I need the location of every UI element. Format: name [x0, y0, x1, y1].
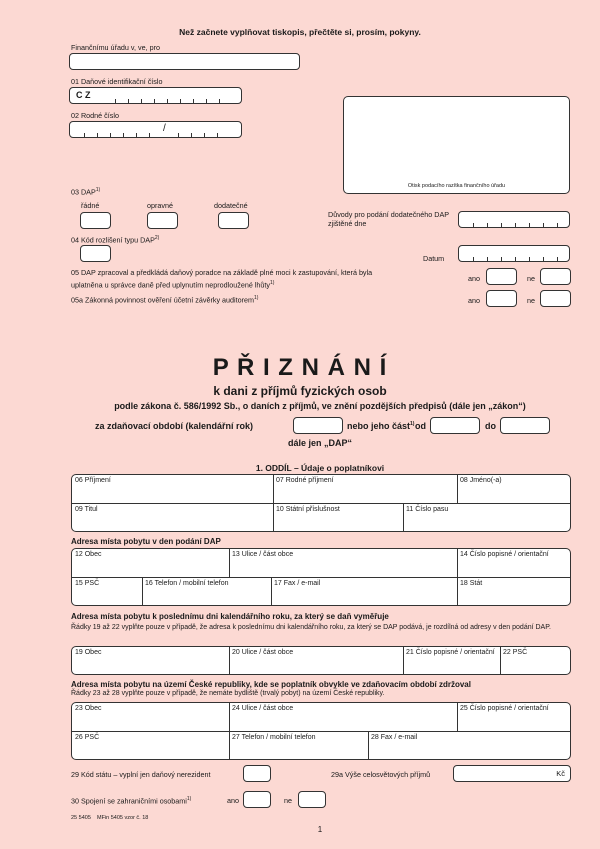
q05a-label: 05a Zákonná povinnost ověření účetní závěrky auditorem$^{1)}$ — [71, 295, 259, 305]
q05a-ne-checkbox[interactable] — [540, 290, 571, 307]
stamp-caption: Otisk podacího razítka finančního úřadu — [407, 183, 506, 189]
law-reference: podle zákona č. 586/1992 Sb., o daních z příjmů, ve znění pozdějších předpisů (dále jen „zákon“) — [114, 401, 526, 411]
dale-label: dále jen „DAP“ — [287, 438, 352, 448]
psc-field[interactable]: 15 PSČ — [75, 580, 100, 587]
rodne-prijmeni-field[interactable]: 07 Rodné příjmení — [276, 477, 334, 484]
addr1-grid — [71, 548, 571, 606]
addr2-ulice-field[interactable]: 20 Ulice / část obce — [232, 649, 294, 656]
celosvetove-prijmy-label: 29a Výše celosvětových příjmů — [331, 770, 431, 779]
spojeni-ano-label: ano — [227, 796, 239, 805]
telefon-field[interactable]: 16 Telefon / mobilní telefon — [145, 580, 229, 587]
dic-label: 01 Daňové identifikační číslo — [71, 77, 163, 86]
addr3-fax-field[interactable]: 28 Fax / e-mail — [371, 734, 418, 741]
part-label: nebo jeho část$^{1)}$ — [347, 421, 415, 431]
addr2-psc-field[interactable]: 22 PSČ — [503, 649, 528, 656]
addr3-telefon-field[interactable]: 27 Telefon / mobilní telefon — [232, 734, 316, 741]
addr2-note: Řádky 19 až 22 vyplňte pouze v případě, že adresa k poslednímu dni kalendářního roku, za který se DAP podává, je rozdílná od adresy v den podání DAP. — [71, 624, 551, 631]
page-number: 1 — [317, 825, 323, 834]
period-year-field[interactable] — [293, 417, 343, 434]
stamp-box — [343, 96, 570, 194]
datum-label: Datum — [423, 254, 445, 263]
addr2-title: Adresa místa pobytu k poslednímu dni kalendářního roku, za který se daň vyměřuje — [71, 612, 389, 621]
addr3-psc-field[interactable]: 26 PSČ — [75, 734, 100, 741]
statni-prislusnost-field[interactable]: 10 Státní příslušnost — [276, 506, 340, 513]
do-field[interactable] — [500, 417, 550, 434]
opravne-checkbox[interactable] — [147, 212, 178, 229]
obec-field[interactable]: 12 Obec — [75, 551, 102, 558]
financni-urad-field[interactable] — [69, 53, 300, 70]
datum-field[interactable] — [458, 245, 570, 262]
addr3-title: Adresa místa pobytu na území České republiky, kde se poplatník obvykle ve zdaňovacím období zdržoval — [71, 680, 471, 689]
q05-ne-label: ne — [527, 274, 535, 283]
q05-ano-checkbox[interactable] — [486, 268, 517, 285]
jmeno-field[interactable]: 08 Jméno(-a) — [460, 477, 502, 484]
rc-separator: / — [163, 123, 166, 134]
radne-checkbox[interactable] — [80, 212, 111, 229]
titul-field[interactable]: 09 Titul — [75, 506, 98, 513]
spojeni-ano-checkbox[interactable] — [243, 791, 271, 808]
duvody-label: Důvody pro podání dodatečného DAP zjištěné dne — [328, 210, 449, 228]
dap-type-opravne: opravné — [147, 201, 173, 210]
prijmeni-field[interactable]: 06 Příjmení — [75, 477, 111, 484]
section1-title: 1. ODDÍL – Údaje o poplatníkovi — [255, 463, 385, 473]
dic-field[interactable] — [69, 87, 242, 104]
rc-label: 02 Rodné číslo — [71, 111, 119, 120]
spojeni-ne-label: ne — [284, 796, 292, 805]
dap-label: 03 DAP$^{1)}$ — [71, 187, 101, 197]
dic-prefix: C Z — [76, 90, 91, 100]
form-title: P Ř I Z N Á N Í — [212, 354, 388, 381]
addr3-cislo-field[interactable]: 25 Číslo popisné / orientační — [460, 705, 549, 712]
addr1-title: Adresa místa pobytu v den podání DAP — [71, 537, 221, 546]
od-label: od — [415, 421, 426, 431]
dap-type-dodatecne: dodatečné — [214, 201, 248, 210]
dap-type-radne: řádné — [81, 201, 100, 210]
addr3-note: Řádky 23 až 28 vyplňte pouze v případě, že nemáte bydliště (trvalý pobyt) na území České republiky. — [71, 690, 385, 697]
addr3-obec-field[interactable]: 23 Obec — [75, 705, 102, 712]
cislo-pasu-field[interactable]: 11 Číslo pasu — [406, 506, 449, 513]
instructions-notice: Než začnete vyplňovat tiskopis, přečtěte si, prosím, pokyny. — [179, 27, 421, 37]
stat-field[interactable]: 18 Stát — [460, 580, 483, 587]
addr2-cislo-field[interactable]: 21 Číslo popisné / orientační — [406, 649, 495, 656]
q05a-ano-checkbox[interactable] — [486, 290, 517, 307]
period-label: za zdaňovací období (kalendářní rok) — [95, 421, 254, 431]
q05-label: 05 DAP zpracoval a předkládá daňový poradce na základě plné moci k zastupování, která byla uplatněna u správce daně před uplynutím neprodloužené lhůty$^{1)}$ — [71, 268, 373, 290]
q05a-ano-label: ano — [468, 296, 480, 305]
cislo-popisne-field[interactable]: 14 Číslo popisné / orientační — [460, 551, 549, 558]
currency-label: Kč — [556, 769, 565, 778]
spojeni-label: 30 Spojení se zahraničními osobami$^{1)}$ — [71, 796, 192, 806]
kod-field[interactable] — [80, 245, 111, 262]
form-subtitle: k dani z příjmů fyzických osob — [213, 384, 387, 398]
q05-ano-label: ano — [468, 274, 480, 283]
addr3-grid — [71, 702, 571, 760]
celosvetove-prijmy-field[interactable] — [453, 765, 571, 782]
kod-statu-label: 29 Kód státu – vyplní jen daňový nerezident — [71, 770, 211, 779]
ulice-field[interactable]: 13 Ulice / část obce — [232, 551, 294, 558]
financni-urad-label: Finančnímu úřadu v, ve, pro — [71, 43, 160, 52]
od-field[interactable] — [430, 417, 480, 434]
fax-email-field[interactable]: 17 Fax / e-mail — [274, 580, 321, 587]
taxpayer-grid — [71, 474, 571, 532]
addr3-ulice-field[interactable]: 24 Ulice / část obce — [232, 705, 294, 712]
kod-label: 04 Kód rozlišení typu DAP$^{2)}$ — [71, 235, 160, 245]
addr2-grid — [71, 646, 571, 675]
kod-statu-field[interactable] — [243, 765, 271, 782]
form-footer-code: 25 5405 MFin 5405 vzor č. 18 — [71, 815, 149, 821]
duvody-date-field[interactable] — [458, 211, 570, 228]
spojeni-ne-checkbox[interactable] — [298, 791, 326, 808]
q05a-ne-label: ne — [527, 296, 535, 305]
rodne-cislo-field[interactable] — [69, 121, 242, 138]
do-label: do — [485, 421, 496, 431]
addr2-obec-field[interactable]: 19 Obec — [75, 649, 102, 656]
q05-ne-checkbox[interactable] — [540, 268, 571, 285]
dodatecne-checkbox[interactable] — [218, 212, 249, 229]
